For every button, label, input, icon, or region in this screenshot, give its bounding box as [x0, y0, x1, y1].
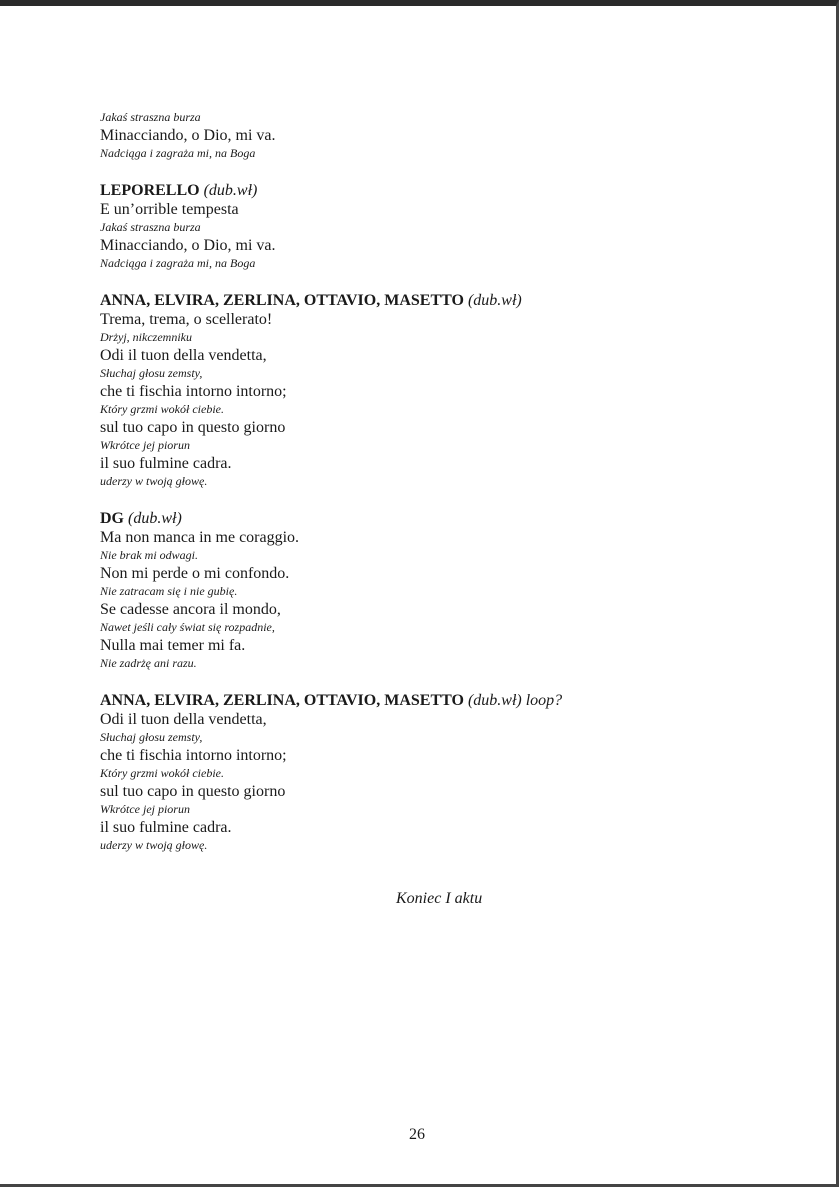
lyric-line: E un’orrible tempesta: [100, 201, 239, 218]
translation-line: Nadciąga i zagraża mi, na Boga: [100, 256, 256, 270]
block-spacer: [100, 490, 760, 509]
libretto-block: [100, 181, 760, 272]
translation-line: Nie brak mi odwagi.: [100, 548, 198, 562]
translation-line: Jakaś straszna burza: [100, 220, 201, 234]
translation-line: Nie zadrżę ani razu.: [100, 656, 197, 670]
lyric-line: Non mi perde o mi confondo.: [100, 565, 290, 582]
lyric-line: sul tuo capo in questo giorno: [100, 419, 286, 436]
libretto-block: [100, 291, 760, 490]
libretto-block: [100, 691, 760, 854]
translation-line: Wkrótce jej piorun: [100, 802, 190, 816]
lyric-line: Minacciando, o Dio, mi va.: [100, 237, 276, 254]
character-names: ANNA, ELVIRA, ZERLINA, OTTAVIO, MASETTO: [100, 292, 464, 309]
block-spacer: [100, 162, 760, 181]
lyric-line: Odi il tuon della vendetta,: [100, 347, 267, 364]
lyric-line: il suo fulmine cadra.: [100, 819, 232, 836]
page-number: 26: [409, 1126, 425, 1143]
act-end-note: Koniec I aktu: [396, 890, 483, 907]
translation-line: uderzy w twoją głowę.: [100, 474, 208, 488]
character-heading: [100, 509, 760, 528]
dubbing-tag: (dub.wł): [128, 510, 182, 527]
character-heading: [100, 291, 760, 310]
lyric-line: Ma non manca in me coraggio.: [100, 529, 300, 546]
translation-line: Drżyj, nikczemniku: [100, 330, 192, 344]
libretto-text: [100, 109, 760, 854]
lyric-line: Trema, trema, o scellerato!: [100, 311, 273, 328]
translation-line: Nadciąga i zagraża mi, na Boga: [100, 146, 256, 160]
lyric-line: che ti fischia intorno intorno;: [100, 383, 287, 400]
block-spacer: [100, 272, 760, 291]
dubbing-tag: (dub.wł) loop?: [467, 692, 563, 709]
lyric-line: Nulla mai temer mi fa.: [100, 637, 246, 654]
translation-line: Nie zatracam się i nie gubię.: [100, 584, 238, 598]
dubbing-tag: (dub.wł): [203, 182, 258, 199]
character-names: LEPORELLO: [100, 182, 200, 199]
lyric-line: Odi il tuon della vendetta,: [100, 711, 267, 728]
lyric-line: che ti fischia intorno intorno;: [100, 747, 287, 764]
translation-line: uderzy w twoją głowę.: [100, 838, 208, 852]
dubbing-tag: (dub.wł): [467, 292, 522, 309]
libretto-block: [100, 109, 760, 162]
lyric-line: Minacciando, o Dio, mi va.: [100, 127, 276, 144]
translation-line: Wkrótce jej piorun: [100, 438, 190, 452]
character-names: DG: [100, 510, 124, 527]
translation-line: Który grzmi wokół ciebie.: [100, 402, 224, 416]
translation-line: Słuchaj głosu zemsty,: [100, 366, 203, 380]
lyric-line: Se cadesse ancora il mondo,: [100, 601, 281, 618]
lyric-line: il suo fulmine cadra.: [100, 455, 232, 472]
libretto-block: [100, 509, 760, 672]
lyric-line: sul tuo capo in questo giorno: [100, 783, 286, 800]
translation-line: Słuchaj głosu zemsty,: [100, 730, 203, 744]
translation-line: Jakaś straszna burza: [100, 110, 201, 124]
block-spacer: [100, 672, 760, 691]
translation-line: Który grzmi wokół ciebie.: [100, 766, 224, 780]
character-names: ANNA, ELVIRA, ZERLINA, OTTAVIO, MASETTO: [100, 692, 464, 709]
character-heading: [100, 691, 760, 710]
character-heading: [100, 181, 760, 200]
translation-line: Nawet jeśli cały świat się rozpadnie,: [100, 620, 275, 634]
